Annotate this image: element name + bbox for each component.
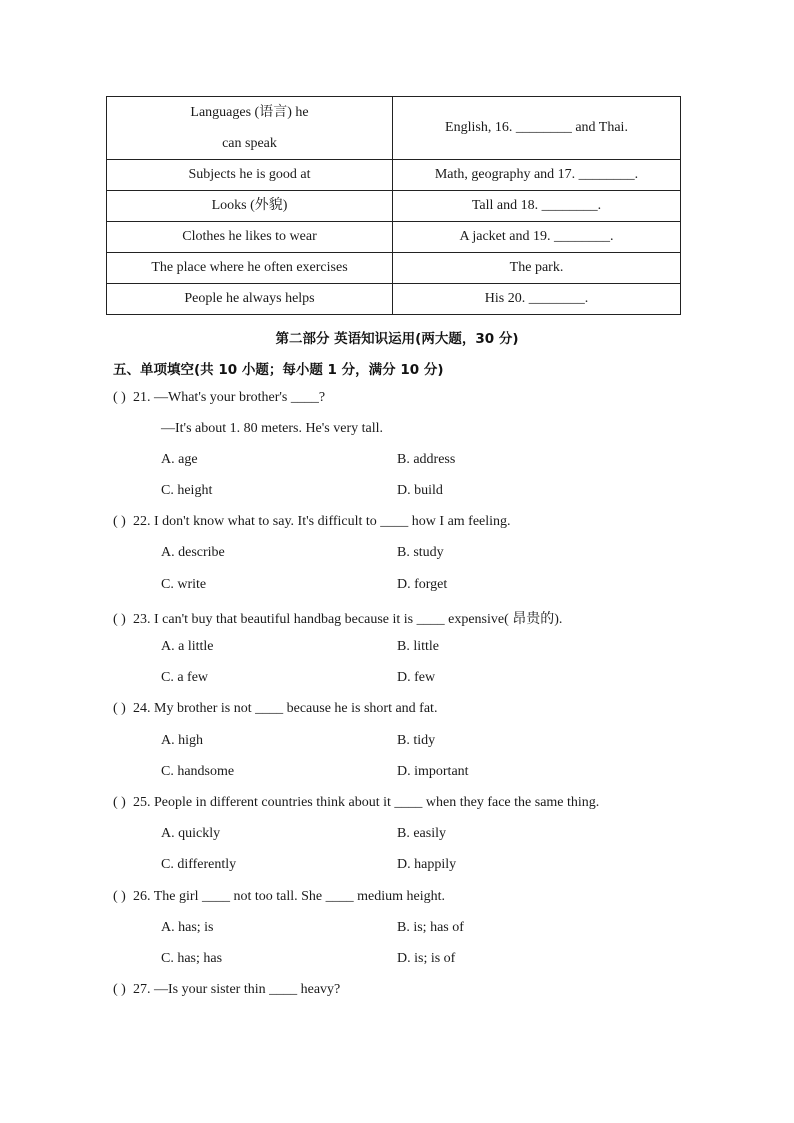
option-b: B. little — [397, 639, 439, 654]
table-row — [107, 222, 681, 253]
question-stem: 23. I can't buy that beautiful handbag because it is ____ expensive( 昂贵的). — [133, 612, 563, 627]
option-b: B. tidy — [397, 733, 436, 748]
option-a: A. age — [161, 452, 198, 467]
table-row — [107, 191, 681, 222]
table-value-cell: A jacket and 19. ________. — [393, 222, 681, 253]
answer-parenthesis: ( ) — [113, 390, 126, 405]
option-d: D. happily — [397, 857, 457, 872]
info-table — [106, 96, 681, 315]
table-value-cell: Tall and 18. ________. — [393, 191, 681, 222]
answer-parenthesis: ( ) — [113, 612, 126, 627]
question-stem: 25. People in different countries think about it ____ when they face the same thing. — [133, 795, 600, 810]
option-a: A. quickly — [161, 826, 221, 841]
option-b: B. is; has of — [397, 920, 464, 935]
option-d: D. is; is of — [397, 951, 456, 966]
table-value-cell: The park. — [393, 253, 681, 284]
question-stem: 26. The girl ____ not too tall. She ____ medium height. — [133, 889, 445, 904]
table-row — [107, 97, 681, 160]
section-title: 五、单项填空(共 10 小题；每小题 1 分，满分 10 分) — [113, 362, 444, 378]
option-b: B. study — [397, 545, 444, 560]
table-value-cell: His 20. ________. — [393, 284, 681, 315]
option-c: C. handsome — [161, 764, 235, 779]
question-21 — [113, 390, 325, 406]
option-c: C. has; has — [161, 951, 223, 966]
part-title: 第二部分 英语知识运用(两大题，30 分) — [275, 331, 519, 347]
table-row — [107, 160, 681, 191]
option-a: A. describe — [161, 545, 225, 560]
option-d: D. few — [397, 670, 436, 685]
option-b: B. address — [397, 452, 456, 467]
answer-parenthesis: ( ) — [113, 514, 126, 529]
table-value-cell: English, 16. ________ and Thai. — [393, 97, 681, 160]
option-a: A. has; is — [161, 920, 214, 935]
table-row — [107, 253, 681, 284]
question-stem: 22. I don't know what to say. It's difficult to ____ how I am feeling. — [133, 514, 511, 529]
option-d: D. important — [397, 764, 469, 779]
question-23 — [113, 608, 562, 628]
table-label-line: Languages (语言) he — [190, 105, 309, 120]
option-c: C. write — [161, 577, 207, 592]
option-c: C. height — [161, 483, 213, 498]
question-stem: 21. —What's your brother's ____? — [133, 390, 326, 405]
table-label-cell: Looks (外貌) — [107, 191, 393, 222]
option-a: A. a little — [161, 639, 214, 654]
table-value-cell: Math, geography and 17. ________. — [393, 160, 681, 191]
option-a: A. high — [161, 733, 203, 748]
option-c: C. differently — [161, 857, 237, 872]
option-d: D. build — [397, 483, 443, 498]
table-label-cell: People he always helps — [107, 284, 393, 315]
option-d: D. forget — [397, 577, 448, 592]
option-b: B. easily — [397, 826, 446, 841]
table-label-line: can speak — [222, 136, 277, 151]
question-24 — [113, 701, 437, 717]
answer-parenthesis: ( ) — [113, 982, 126, 997]
question-stem: 27. —Is your sister thin ____ heavy? — [133, 982, 341, 997]
question-22 — [113, 514, 511, 530]
answer-parenthesis: ( ) — [113, 889, 126, 904]
question-21-reply: —It's about 1. 80 meters. He's very tall. — [161, 421, 383, 436]
table-label-cell: Clothes he likes to wear — [107, 222, 393, 253]
answer-parenthesis: ( ) — [113, 795, 126, 810]
option-c: C. a few — [161, 670, 209, 685]
question-27 — [113, 982, 340, 998]
question-stem: 24. My brother is not ____ because he is short and fat. — [133, 701, 438, 716]
table-label-cell: Subjects he is good at — [107, 160, 393, 191]
table-label-cell — [107, 97, 393, 160]
question-25 — [113, 795, 599, 811]
table-label-cell: The place where he often exercises — [107, 253, 393, 284]
table-row — [107, 284, 681, 315]
answer-parenthesis: ( ) — [113, 701, 126, 716]
question-26 — [113, 889, 445, 905]
